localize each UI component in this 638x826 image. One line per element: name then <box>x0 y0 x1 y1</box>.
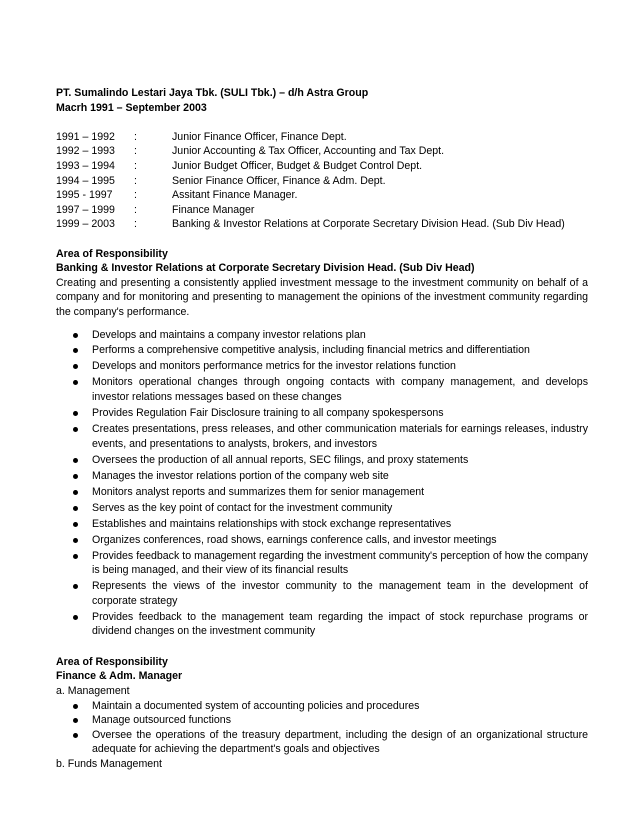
history-position: Senior Finance Officer, Finance & Adm. Dept. <box>172 174 386 187</box>
history-position: Banking & Investor Relations at Corporate Secretary Division Head. (Sub Div Head) <box>172 218 565 231</box>
list-item-text: Develops and monitors performance metrics for the investor relations function <box>92 360 456 373</box>
list-item <box>92 406 588 421</box>
bullet-icon <box>73 474 78 479</box>
bullet-icon <box>73 427 78 432</box>
list-item <box>92 485 588 500</box>
subsection-label: b. Funds Management <box>56 757 162 770</box>
history-separator: : <box>134 145 137 158</box>
company-name: PT. Sumalindo Lestari Jaya Tbk. (SULI Tbk.) – d/h Astra Group <box>56 87 369 99</box>
list-item-text: Oversee the operations of the treasury department, including the design of an organizational structure adequate for achieving the department's goals and objectives <box>92 728 588 756</box>
list-item <box>92 713 588 728</box>
history-separator: : <box>134 159 137 172</box>
history-separator: : <box>134 189 137 202</box>
list-item-text: Oversees the production of all annual reports, SEC filings, and proxy statements <box>92 453 469 466</box>
history-position: Junior Accounting & Tax Officer, Accounting and Tax Dept. <box>172 145 445 158</box>
history-years: 1997 – 1999 <box>56 203 115 216</box>
list-item-text: Monitors operational changes through ongoing contacts with company management, and develops investor relations messages based on these changes <box>92 376 588 404</box>
list-item <box>92 517 588 532</box>
list-item <box>92 533 588 548</box>
subsection-label: a. Management <box>56 685 130 698</box>
list-item <box>92 699 588 714</box>
role-description: Creating and presenting a consistently applied investment message to the investment community on behalf of a company and for monitoring and presenting to management the opinions of the investment community regarding the company's performance. <box>56 276 588 318</box>
history-separator: : <box>134 218 137 231</box>
bullet-icon <box>73 506 78 511</box>
list-item <box>92 501 588 516</box>
history-row <box>56 188 588 203</box>
bullet-icon <box>73 458 78 463</box>
bullet-icon <box>73 554 78 559</box>
history-position: Finance Manager <box>172 203 255 216</box>
list-item <box>92 343 588 358</box>
history-position: Junior Budget Officer, Budget & Budget Control Dept. <box>172 159 423 172</box>
list-item-text: Serves as the key point of contact for the investment community <box>92 501 393 514</box>
list-item-text: Creates presentations, press releases, and other communication materials for earnings releases, industry events, and presentations to analysts, brokers, and investors <box>92 423 588 450</box>
list-item <box>92 422 588 451</box>
history-position: Assitant Finance Manager. <box>172 189 298 202</box>
management-list <box>56 699 588 757</box>
bullet-icon <box>73 411 78 416</box>
history-years: 1994 – 1995 <box>56 174 115 187</box>
bullet-icon <box>73 718 78 723</box>
list-item-text: Provides feedback to management regarding the investment community's perception of how the company is being managed, and their view of its financial results <box>92 549 588 577</box>
list-item-text: Provides Regulation Fair Disclosure training to all company spokespersons <box>92 407 444 420</box>
bullet-icon <box>73 490 78 495</box>
list-item-text: Establishes and maintains relationships with stock exchange representatives <box>92 517 452 530</box>
history-years: 1999 – 2003 <box>56 218 115 231</box>
history-position: Junior Finance Officer, Finance Dept. <box>172 130 347 143</box>
bullet-icon <box>73 538 78 543</box>
bullet-icon <box>73 584 78 589</box>
bullet-icon <box>73 733 78 738</box>
section-heading: Area of Responsibility <box>56 247 168 260</box>
list-item <box>92 359 588 374</box>
list-item-text: Monitors analyst reports and summarizes them for senior management <box>92 485 425 498</box>
history-years: 1992 – 1993 <box>56 145 115 158</box>
history-row <box>56 203 588 218</box>
section-role: Finance & Adm. Manager <box>56 670 183 683</box>
history-row <box>56 159 588 174</box>
list-item-text: Performs a comprehensive competitive analysis, including financial metrics and differentiation <box>92 344 530 357</box>
list-item <box>92 549 588 578</box>
history-row <box>56 217 588 232</box>
history-separator: : <box>134 130 137 143</box>
history-years: 1995 - 1997 <box>56 189 113 202</box>
history-years: 1991 – 1992 <box>56 130 115 143</box>
list-item-text: Maintain a documented system of accounting policies and procedures <box>92 699 420 712</box>
list-item-text: Organizes conferences, road shows, earnings conference calls, and investor meetings <box>92 533 497 546</box>
bullet-icon <box>73 348 78 353</box>
list-item <box>92 469 588 484</box>
bullet-icon <box>73 364 78 369</box>
bullet-icon <box>73 615 78 620</box>
history-row <box>56 174 588 189</box>
bullet-icon <box>73 380 78 385</box>
section-heading: Area of Responsibility <box>56 655 168 668</box>
list-item-text: Develops and maintains a company investor relations plan <box>92 328 366 341</box>
history-row <box>56 144 588 159</box>
bullet-icon <box>73 333 78 338</box>
list-item <box>92 728 588 757</box>
list-item-text: Manage outsourced functions <box>92 714 231 727</box>
history-separator: : <box>134 203 137 216</box>
list-item <box>92 375 588 404</box>
list-item-text: Represents the views of the investor community to the management team in the development of corporate strategy <box>92 580 588 607</box>
list-item <box>92 453 588 468</box>
resume-page <box>56 86 588 772</box>
history-years: 1993 – 1994 <box>56 159 115 172</box>
list-item <box>92 579 588 608</box>
bullet-icon <box>73 704 78 709</box>
list-item <box>92 610 588 639</box>
position-history <box>56 130 588 232</box>
list-item <box>92 328 588 343</box>
list-item-text: Provides feedback to the management team regarding the impact of stock repurchase programs or dividend changes on the investment community <box>92 610 588 638</box>
history-separator: : <box>134 174 137 187</box>
list-item-text: Manages the investor relations portion of the company web site <box>92 469 389 482</box>
bullet-icon <box>73 522 78 527</box>
responsibility-list <box>56 328 588 639</box>
history-row <box>56 130 588 145</box>
employment-period: Macrh 1991 – September 2003 <box>56 101 207 114</box>
section-role: Banking & Investor Relations at Corporate Secretary Division Head. (Sub Div Head) <box>56 262 475 275</box>
